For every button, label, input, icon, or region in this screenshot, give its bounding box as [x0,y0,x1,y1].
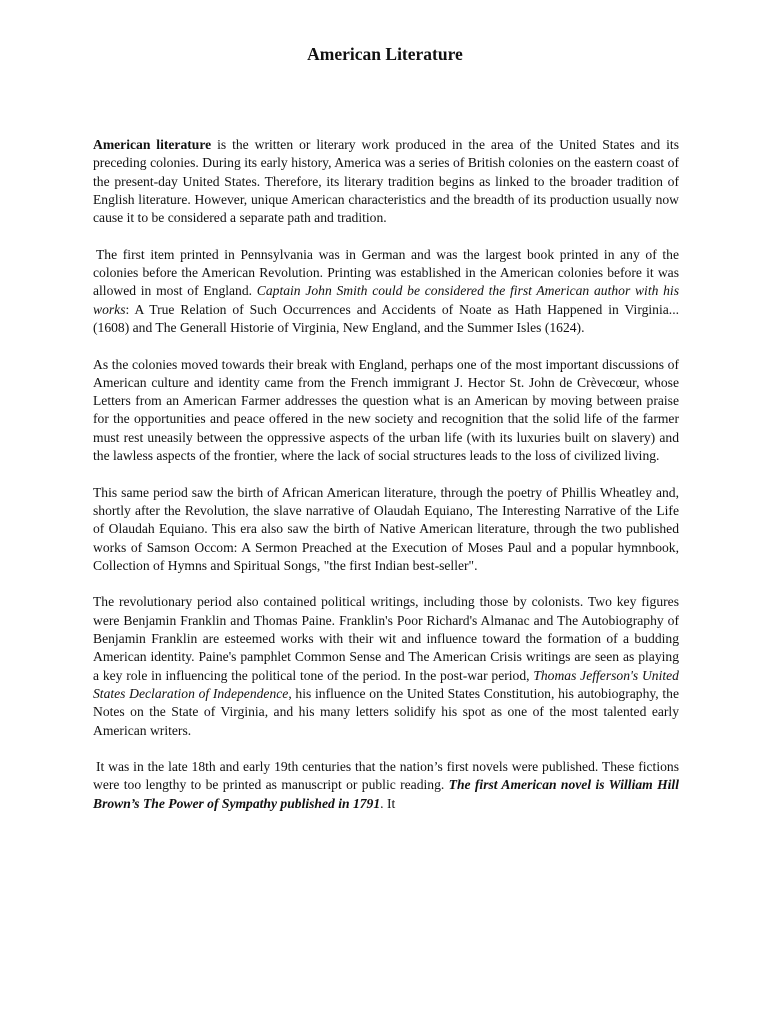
paragraph-text: . It [380,795,396,811]
paragraph-first-printing [93,246,679,337]
italic-phrase: Thomas Jefferson's United States Declaration of Independence [93,667,679,701]
paragraph-first-novels [93,758,679,813]
paragraph-text: The first item printed in Pennsylvania was in German and was the largest book printed in any of the colonies before the American Revolution. Printing was established in the American colonies before it was allowed in most of England. [93,246,679,299]
paragraph-african-american [93,484,679,575]
paragraph-text: , his influence on the United States Constitution, his autobiography, the Notes on the State of Virginia, and his many letters solidify his spot as one of the most talented early American writers. [93,685,679,738]
bold-italic-phrase: The first American novel is William Hill Brown’s The Power of Sympathy published in 1791 [93,777,679,811]
paragraph-intro [93,136,679,227]
italic-phrase: Captain John Smith could be considered the first American author with his works [93,283,679,317]
paragraph-crevecoeur [93,356,679,466]
paragraph-text: As the colonies moved towards their break with England, perhaps one of the most important discussions of American culture and identity came from the French immigrant J. Hector St. John de Crèvecœur, whose Letters from an American Farmer addresses the question what is an American by moving between praise for the opportunities and peace offered in the new society and recognition that the solid life of the farmer must rest uneasily between the oppressive aspects of the urban life (with its luxuries built on slavery) and the lawless aspects of the frontier, where the lack of social structures leads to the loss of civilized living. [93,356,679,464]
lead-term: American literature [93,137,212,152]
paragraph-text: The revolutionary period also contained political writings, including those by colonists. Two key figures were Benjamin Franklin and Thomas Paine. Franklin's Poor Richard's Almanac and The Autobiography of Benjamin Franklin are esteemed works with their wit and influence toward the formation of a budding American identity. Paine's pamphlet Common Sense and The American Crisis writings are seen as playing a key role in influencing the political tone of the period. In the post-war period, [93,594,679,683]
paragraph-text: It was in the late 18th and early 19th centuries that the nation’s first novels were published. These fictions were too lengthy to be printed as manuscript or public reading. [93,759,679,793]
page-title: American Literature [307,44,463,64]
paragraph-text: This same period saw the birth of African American literature, through the poetry of Phillis Wheatley and, shortly after the Revolution, the slave narrative of Olaudah Equiano, The Interesting Narrative of the Life of Olaudah Equiano. This era also saw the birth of Native American literature, through the two published works of Samson Occom: A Sermon Preached at the Execution of Moses Paul and a popular hymnbook, Collection of Hymns and Spiritual Songs, "the first Indian best-seller". [93,484,679,573]
paragraph-text: : A True Relation of Such Occurrences and Accidents of Noate as Hath Happened in Virginia... (1608) and The Generall Historie of Virginia, New England, and the Summer Isles (1624). [93,301,679,335]
paragraph-text: is the written or literary work produced in the area of the United States and its preceding colonies. During its early history, America was a series of British colonies on the eastern coast of the present-day United States. Therefore, its literary tradition begins as linked to the broader tradition of English literature. However, unique American characteristics and the breadth of its production usually now cause it to be considered a separate path and tradition. [93,137,679,226]
document-body [93,136,679,831]
paragraph-revolutionary [93,593,679,739]
